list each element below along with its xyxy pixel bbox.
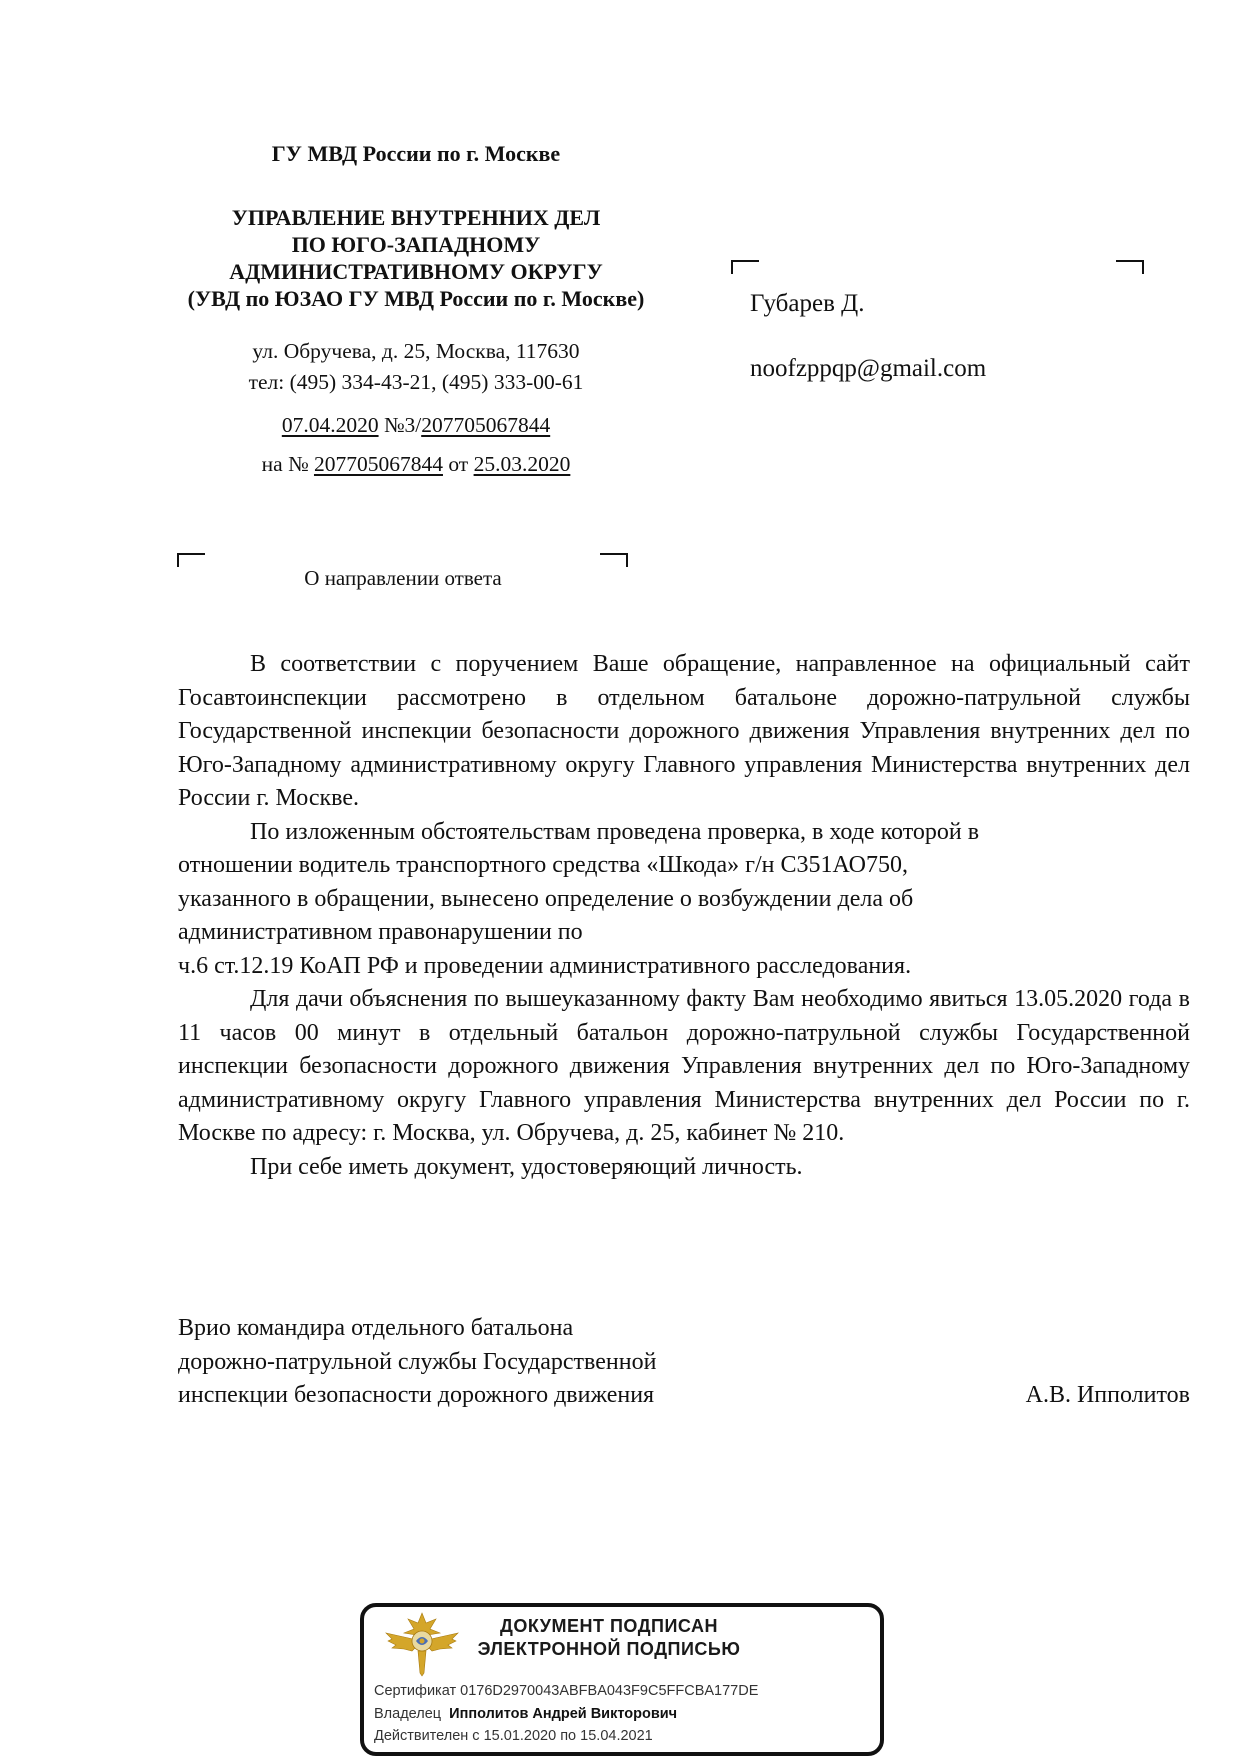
certificate-label: Сертификат [374, 1683, 457, 1699]
signer-position-line: Врио командира отдельного батальона [178, 1315, 574, 1341]
reply-reference [140, 449, 692, 480]
department-line: ПО ЮГО-ЗАПАДНОМУ [291, 232, 541, 257]
valid-from: 15.01.2020 [483, 1728, 557, 1744]
department-line: УПРАВЛЕНИЕ ВНУТРЕННИХ ДЕЛ [231, 205, 601, 230]
department-line: (УВД по ЮЗАО ГУ МВД России по г. Москве) [187, 286, 645, 311]
reply-number: 207705067844 [313, 452, 443, 476]
stamp-owner [374, 1706, 677, 1722]
outgoing-number: 207705067844 [421, 413, 551, 437]
valid-to: 15.04.2021 [580, 1728, 653, 1744]
certificate-value: 0176D2970043ABFBA043F9C5FFCBA177DE [460, 1683, 759, 1699]
body-paragraph-2-line: отношении водитель транспортного средства «Шкода» г/н С351АО750, [178, 852, 908, 878]
letter-body [178, 648, 1190, 1184]
body-paragraph-2-line: По изложенным обстоятельствам проведена проверка, в ходе которой в [250, 818, 980, 845]
reply-from: от [448, 452, 469, 476]
signer-name: А.В. Ипполитов [1025, 1382, 1190, 1408]
subject-line: О направлении ответа [304, 566, 502, 590]
department-block [140, 204, 692, 312]
signer-position-line: дорожно-патрульной службы Государственной [178, 1348, 657, 1375]
stamp-validity [374, 1728, 653, 1744]
body-paragraph-2-line: указанного в обращении, вынесено определение о возбуждении дела об [178, 885, 914, 912]
department-line: АДМИНИСТРАТИВНОМУ ОКРУГУ [229, 259, 603, 284]
addressee-bracket-left [731, 260, 759, 274]
subject-bracket-left [177, 553, 205, 567]
e-signature-stamp [360, 1603, 884, 1756]
body-paragraph-1: В соответствии с поручением Ваше обращение, направленное на официальный сайт Госавтоинспекции рассмотрено в отдельном батальоне дорожно-патрульной службы Государственной инспекции безопасности дорожного движения Управления внутренних дел по Юго-Западному административному округу Главного управления Министерства внутренних дел России г. Москве. [178, 651, 1190, 811]
stamp-title [474, 1615, 744, 1661]
org-address: ул. Обручева, д. 25, Москва, 117630 [252, 339, 580, 363]
address-block [140, 336, 692, 398]
outgoing-date: 07.04.2020 [281, 413, 379, 437]
reply-prefix: на № [261, 452, 309, 476]
addressee-bracket-right [1116, 260, 1144, 274]
body-paragraph-2 [178, 816, 1190, 984]
addressee-name: Губарев Д. [750, 290, 865, 317]
ministry-title: ГУ МВД России по г. Москве [271, 141, 561, 166]
outgoing-reference [140, 410, 692, 441]
body-paragraph-3: Для дачи объяснения по вышеуказанному факту Вам необходимо явиться 13.05.2020 года в 11 часов 00 минут в отдельный батальон дорожно-патрульной службы Государственной инспекции безопасности дорожного движения Управления внутренних дел по Юго-Западному административному округу Главного управления Министерства внутренних дел России по г. Москве по адресу: г. Москва, ул. Обручева, д. 25, кабинет № 210. [178, 986, 1190, 1146]
owner-label: Владелец [374, 1706, 442, 1722]
mvd-emblem-icon [382, 1611, 462, 1677]
signer-position-line: инспекции безопасности дорожного движения [178, 1382, 655, 1408]
addressee-email: noofzppqp@gmail.com [750, 355, 987, 382]
body-paragraph-2-line: ч.6 ст.12.19 КоАП РФ и проведении административного расследования. [178, 952, 912, 979]
stamp-title-line: ЭЛЕКТРОННОЙ ПОДПИСЬЮ [477, 1639, 741, 1659]
owner-value: Ипполитов Андрей Викторович [449, 1706, 678, 1722]
subject-bracket-right [600, 553, 628, 567]
org-phone: тел: (495) 334-43-21, (495) 333-00-61 [248, 370, 584, 394]
signature-block [178, 1312, 1190, 1413]
stamp-certificate [374, 1683, 758, 1699]
valid-label: Действителен с [374, 1728, 480, 1744]
outgoing-number-prefix: №3/ [383, 413, 422, 437]
stamp-title-line: ДОКУМЕНТ ПОДПИСАН [500, 1616, 718, 1636]
valid-to-label: по [560, 1728, 577, 1744]
body-paragraph-2-line: административном правонарушении по [178, 919, 583, 945]
body-paragraph-4: При себе иметь документ, удостоверяющий личность. [250, 1153, 803, 1180]
reply-date: 25.03.2020 [473, 452, 571, 476]
